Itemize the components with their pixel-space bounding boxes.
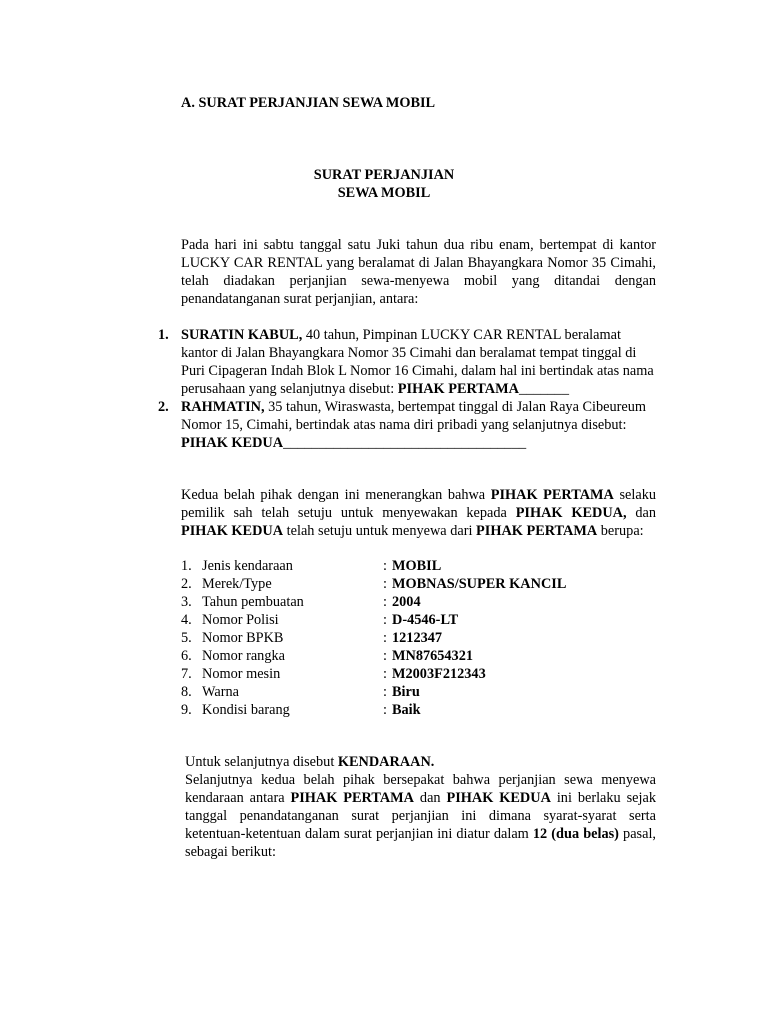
agreement-party-label: PIHAK PERTAMA — [476, 523, 598, 539]
item-value: MOBNAS/SUPER KANCIL — [392, 576, 567, 592]
item-colon: : — [383, 594, 387, 610]
party-1-paragraph — [181, 326, 656, 398]
closing-paragraph — [185, 771, 656, 861]
item-value: 1212347 — [392, 630, 443, 646]
agreement-party-label: PIHAK KEDUA — [181, 523, 284, 539]
item-colon: : — [383, 666, 387, 682]
item-label: Nomor rangka — [202, 648, 285, 664]
agreement-party-label: PIHAK PERTAMA — [490, 487, 614, 503]
party-1-underline: _______ — [518, 381, 569, 397]
doc-title-line-2: SEWA MOBIL — [337, 185, 431, 201]
item-colon: : — [383, 612, 387, 628]
item-number: 7. — [181, 666, 192, 682]
closing-party-label: PIHAK KEDUA — [446, 790, 551, 806]
agreement-text: dan — [626, 505, 656, 521]
party-2-number: 2. — [158, 399, 169, 415]
section-heading: A. SURAT PERJANJIAN SEWA MOBIL — [181, 95, 436, 111]
item-number: 8. — [181, 684, 192, 700]
closing-article-count: 12 (dua belas) — [532, 826, 619, 842]
party-1-name: SURATIN KABUL, — [181, 327, 303, 343]
item-colon: : — [383, 630, 387, 646]
item-number: 9. — [181, 702, 192, 718]
item-value: 2004 — [392, 594, 421, 610]
agreement-party-label: PIHAK KEDUA, — [515, 505, 627, 521]
item-number: 4. — [181, 612, 192, 628]
item-label: Warna — [202, 684, 239, 700]
agreement-text: berupa: — [597, 523, 644, 539]
party-2-name: RAHMATIN, — [181, 399, 265, 415]
item-number: 2. — [181, 576, 192, 592]
item-number: 6. — [181, 648, 192, 664]
party-2-underline: __________________________________ — [283, 435, 527, 451]
item-label: Nomor Polisi — [202, 612, 279, 628]
item-number: 3. — [181, 594, 192, 610]
item-value: Biru — [392, 684, 420, 700]
agreement-text: telah setuju untuk menyewa dari — [283, 523, 477, 539]
item-colon: : — [383, 684, 387, 700]
closing-text: ini berlaku sejak tanggal penandatanganan surat perjanjian ini dimana syarat-syarat serta ketentuan-ketentuan dalam surat perjanjian ini diatur dalam — [185, 790, 656, 842]
item-label: Kondisi barang — [202, 702, 290, 718]
item-value: D-4546-LT — [392, 612, 459, 628]
item-number: 5. — [181, 630, 192, 646]
item-label: Nomor mesin — [202, 666, 281, 682]
party-2-paragraph — [181, 398, 656, 452]
closing-line-1 — [185, 753, 656, 771]
agreement-text: Kedua belah pihak dengan ini menerangkan bahwa — [181, 487, 491, 503]
party-2-role: PIHAK KEDUA — [181, 435, 284, 451]
agreement-paragraph — [181, 486, 656, 540]
party-1-text: 40 tahun, Pimpinan LUCKY CAR RENTAL beralamat kantor di Jalan Bhayangkara Nomor 35 Cimahi dan beralamat tempat tinggal di Puri Cipageran Indah Blok L Nomor 16 Cimahi, dalam hal ini bertindak atas nama perusahaan yang selanjutnya disebut: — [181, 327, 654, 397]
item-colon: : — [383, 558, 387, 574]
item-value: Baik — [392, 702, 421, 718]
item-colon: : — [383, 648, 387, 664]
item-label: Jenis kendaraan — [202, 558, 293, 574]
closing-text: pasal, sebagai berikut: — [185, 826, 657, 860]
closing-term-kendaraan: KENDARAAN. — [337, 754, 435, 770]
party-2-text: 35 tahun, Wiraswasta, bertempat tinggal di Jalan Raya Cibeureum Nomor 15, Cimahi, bertindak atas nama diri pribadi yang selanjutnya disebut: — [181, 399, 647, 433]
doc-title-line-1: SURAT PERJANJIAN — [313, 167, 455, 183]
item-label: Nomor BPKB — [202, 630, 284, 646]
item-label: Merek/Type — [202, 576, 272, 592]
closing-party-label: PIHAK PERTAMA — [290, 790, 414, 806]
item-value: MN87654321 — [392, 648, 474, 664]
agreement-text: selaku pemilik sah telah setuju untuk menyewakan kepada — [181, 487, 656, 521]
party-1-number: 1. — [158, 327, 169, 343]
closing-text: dan — [414, 790, 447, 806]
intro-paragraph: Pada hari ini sabtu tanggal satu Juki tahun dua ribu enam, bertempat di kantor LUCKY CAR RENTAL yang beralamat di Jalan Bhayangkara Nomor 35 Cimahi, telah diadakan perjanjian sewa-menyewa mobil yang ditandai dengan penandatanganan surat perjanjian, antara: — [181, 237, 656, 307]
closing-text: Selanjutnya kedua belah pihak bersepakat bahwa perjanjian sewa menyewa kendaraan antara — [185, 772, 656, 806]
item-colon: : — [383, 702, 387, 718]
closing-text: Untuk selanjutnya disebut — [185, 754, 338, 770]
item-label: Tahun pembuatan — [202, 594, 304, 610]
party-1-role: PIHAK PERTAMA — [397, 381, 519, 397]
item-number: 1. — [181, 558, 192, 574]
item-colon: : — [383, 576, 387, 592]
item-value: M2003F212343 — [392, 666, 486, 682]
item-value: MOBIL — [392, 558, 442, 574]
